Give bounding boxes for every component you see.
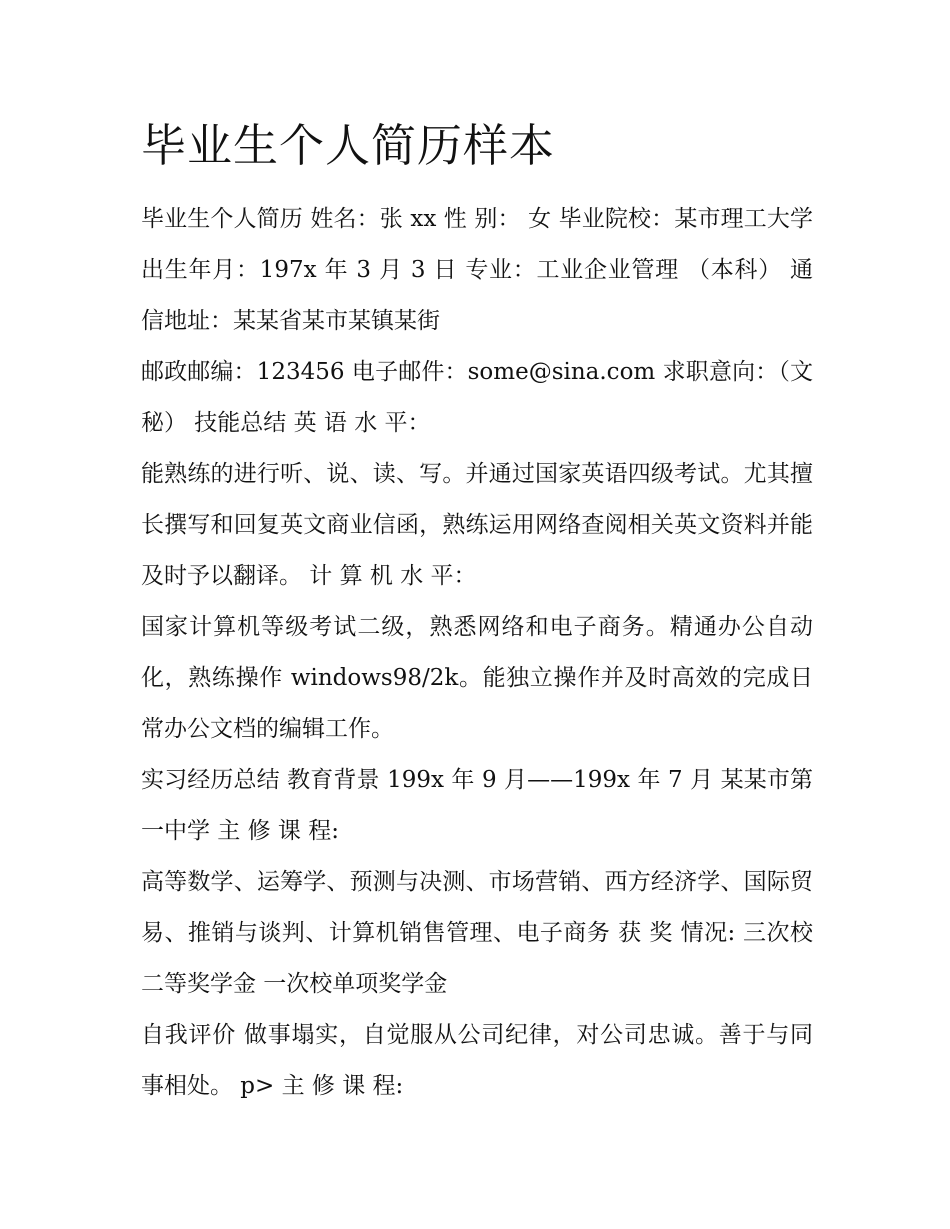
paragraph-education: 实习经历总结 教育背景 199x 年 9 月——199x 年 7 月 某某市第一中学 主 修 课 程: <box>141 767 813 844</box>
paragraph-courses-awards: 高等数学、运筹学、预测与决测、市场营销、西方经济学、国际贸易、推销与谈判、计算机销售管理、电子商务 获 奖 情况: 三次校二等奖学金 一次校单项奖学金 <box>141 869 813 997</box>
paragraph-self-evaluation: 自我评价 做事塌实，自觉服从公司纪律，对公司忠诚。善于与同事相处。 p> 主 修 课 程: <box>141 1022 813 1099</box>
paragraph-personal-info: 毕业生个人简历 姓名：张 xx 性 别： 女 毕业院校：某市理工大学 出生年月：197x 年 3 月 3 日 专业：工业企业管理 （本科） 通信地址：某某省某市某镇某街 <box>141 206 813 334</box>
paragraph-english-skills: 能熟练的进行听、说、读、写。并通过国家英语四级考试。尤其擅长撰写和回复英文商业信函，熟练运用网络查阅相关英文资料并能及时予以翻译。 计 算 机 水 平： <box>141 461 813 589</box>
paragraph-contact-objective: 邮政邮编：123456 电子邮件：some@sina.com 求职意向：（文秘） 技能总结 英 语 水 平： <box>141 359 813 436</box>
document-title: 毕业生个人简历样本 <box>141 119 556 172</box>
document-page <box>141 114 813 1112</box>
paragraph-computer-skills: 国家计算机等级考试二级，熟悉网络和电子商务。精通办公自动化，熟练操作 windows98/2k。能独立操作并及时高效的完成日常办公文档的编辑工作。 <box>141 614 813 742</box>
